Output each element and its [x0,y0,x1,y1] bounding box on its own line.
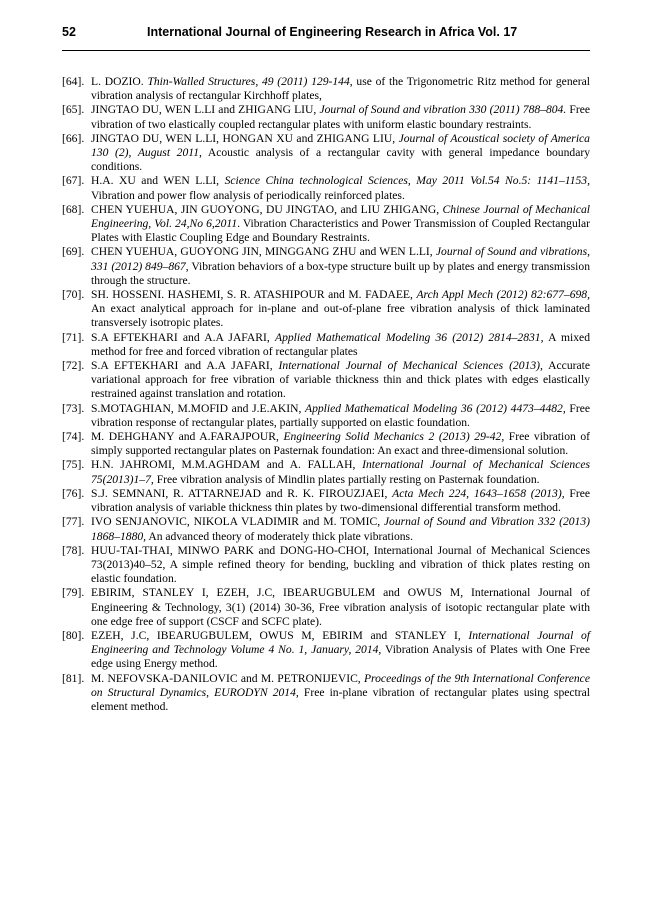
reference-authors: IVO SENJANOVIC, NIKOLA VLADIMIR and M. TOMIC, [91,515,384,529]
reference-number: [64]. [62,75,85,88]
reference-authors: CHEN YUEHUA, JIN GUOYONG, DU JINGTAO, and LIU ZHIGANG, [91,202,443,216]
reference-source: Science China technological Sciences, May 2011 Vol.54 No.5: 1141–1153, [224,174,590,188]
reference-source: Journal of Sound and vibrations, 331 (2012) 849–867 [91,245,590,273]
reference-entry [62,672,590,715]
reference-title: Vibration and power flow analysis of periodically reinforced plates. [91,188,405,202]
reference-entry [62,245,590,288]
reference-entry [62,402,590,430]
reference-authors: L. DOZIO. [91,75,148,88]
journal-title: International Journal of Engineering Research in Africa Vol. 17 [147,25,518,39]
reference-number: [67]. [62,174,85,188]
reference-authors: HUU-TAI-THAI, MINWO PARK and DONG-HO-CHOI, International Journal of Mechanical Sciences 73(2013)40–52, A simple refined theory for bending, buckling and vibration of thick plates resting on elastic foundation. [91,543,590,586]
reference-authors: S.A EFTEKHARI and A.A JAFARI, [91,330,275,344]
reference-title: Free vibration analysis of variable thickness thin plates by two-dimensional differential transform method. [91,486,591,515]
reference-title: An advanced theory of moderately thick plate vibrations. [146,529,413,543]
reference-number: [73]. [62,401,85,415]
reference-source: Proceedings of the 9th International Conference on Structural Dynamics, EURODYN 2014, [91,671,590,699]
reference-title: An exact analytical approach for in-plane and out-of-plane free vibration analysis of thick laminated transversely isotropic plates. [91,302,590,330]
reference-source: International Journal of Mechanical Sciences (2013), [278,359,543,373]
reference-authors: EZEH, J.C, IBEARUGBULEM, OWUS M, EBIRIM and STANLEY I, [91,628,469,642]
reference-authors: JINGTAO DU, WEN L.LI and ZHIGANG LIU, [91,103,320,117]
reference-source: Journal of Sound and vibration 330 (2011) 788–804. [319,103,567,117]
reference-authors: CHEN YUEHUA, GUOYONG JIN, MINGGANG ZHU and WEN L.LI, [91,245,436,259]
reference-entry [62,544,590,587]
reference-authors: H.A. XU and WEN L.LI, [91,174,225,188]
reference-source: Journal of Sound and Vibration 332 (2013) 1868–1880, [91,515,590,543]
reference-title: , Vibration behaviors of a box-type structure built up by plates and energy transmission through the structure. [91,259,590,287]
reference-title: Vibration Analysis of Plates with One Free edge using Energy method. [91,643,590,671]
reference-entry [62,487,590,515]
reference-entry [62,132,590,175]
reference-title: , use of the Trigonometric Ritz method for general vibration analysis of rectangular Kirchhoff plates, [91,75,590,103]
reference-title: Free vibration response of rectangular plates, partially supported on elastic foundation. [91,401,590,429]
reference-number: [78]. [62,543,85,557]
reference-title: A mixed method for free and forced vibration of rectangular plates [91,330,590,358]
reference-entry [62,174,590,202]
reference-source: Chinese Journal of Mechanical Engineering, Vol. 24,No 6,2011 [91,202,591,231]
reference-source: Applied Mathematical Modeling 36 (2012) 2814–2831, [274,330,544,344]
reference-authors: S.A EFTEKHARI and A.A JAFARI, [91,359,279,373]
page-number: 52 [62,25,76,39]
reference-entry [62,331,590,359]
reference-title: Free vibration analysis of Mindlin plates partially resting on Pasternak foundation. [153,472,540,486]
reference-number: [77]. [62,515,85,529]
reference-entry [62,288,590,331]
reference-number: [66]. [62,131,85,145]
reference-authors: SH. HOSSENI. HASHEMI, S. R. ATASHIPOUR and M. FADAEE, [91,288,417,302]
reference-entry [62,203,590,246]
reference-authors: M. NEFOVSKA-DANILOVIC and M. PETRONIJEVIC, [91,671,364,685]
reference-entry [62,458,590,486]
reference-entry [62,103,590,131]
reference-number: [68]. [62,202,85,216]
reference-source: International Journal of Mechanical Sciences 75(2013)1–7, [91,458,591,486]
reference-number: [76]. [62,486,85,500]
reference-number: [65]. [62,103,85,117]
reference-authors: S.J. SEMNANI, R. ATTARNEJAD and R. K. FIROUZJAEI, [91,486,393,500]
reference-entry [62,75,590,103]
reference-number: [72]. [62,359,85,373]
reference-authors: S.MOTAGHIAN, M.MOFID and J.E.AKIN, [91,401,305,415]
header-rule [62,50,590,51]
reference-number: [74]. [62,430,85,444]
reference-number: [69]. [62,245,85,259]
reference-source: Applied Mathematical Modeling 36 (2012) 4473–4482, [305,401,566,415]
reference-authors: H.N. JAHROMI, M.M.AGHDAM and A. FALLAH, [91,458,363,472]
reference-source: Engineering Solid Mechanics 2 (2013) 29-42, [283,430,505,444]
reference-number: [81]. [62,671,85,685]
running-header [62,22,590,44]
reference-number: [75]. [62,458,85,472]
reference-number: [71]. [62,330,85,344]
reference-source: Arch Appl Mech (2012) 82:677–698, [416,288,590,302]
reference-source: Acta Mech 224, 1643–1658 (2013), [392,486,565,500]
reference-number: [70]. [62,288,85,302]
reference-entry [62,430,590,458]
reference-title: Free in-plane vibration of rectangular plates using spectral element method. [91,685,590,713]
reference-title: Acoustic analysis of a rectangular cavity with general impedance boundary conditions. [91,146,590,174]
reference-authors: EBIRIM, STANLEY I, EZEH, J.C, IBEARUGBULEM and OWUS M, International Journal of Engineering & Technology, 3(1) (2014) 30-36, Free vibration analysis of isotopic rectangular plate with one edge free of support (CSCF and SCFC plate). [91,586,590,628]
reference-source: Thin-Walled Structures, 49 (2011) 129-144 [147,75,350,88]
reference-source: Journal of Acoustical society of America 130 (2), August 2011, [91,131,590,160]
reference-entry [62,359,590,402]
reference-entry [62,586,590,629]
reference-authors: JINGTAO DU, WEN L.LI, HONGAN XU and ZHIGANG LIU, [91,131,399,145]
reference-title: Accurate variational approach for free vibration of variable thickness thin and thick plates with edges elastically restrained against translation and rotation. [91,359,590,401]
reference-title: Free vibration of simply supported rectangular plates on Pasternak foundation: An exact and three-dimensional solution. [91,430,591,458]
reference-entry [62,629,590,672]
reference-number: [80]. [62,628,85,642]
reference-source: International Journal of Engineering and Technology Volume 4 No. 1, January, 2014, [91,628,590,657]
reference-list [62,75,590,714]
reference-authors: M. DEHGHANY and A.FARAJPOUR, [91,430,284,444]
reference-title: . Vibration Characteristics and Power Transmission of Coupled Rectangular Plates with Elastic Coupling Edge and Boundary Restraints. [91,217,590,245]
reference-number: [79]. [62,586,85,600]
reference-title: Free vibration of two elastically coupled rectangular plates with uniform elastic boundary restraints. [91,103,590,131]
reference-entry [62,515,590,543]
